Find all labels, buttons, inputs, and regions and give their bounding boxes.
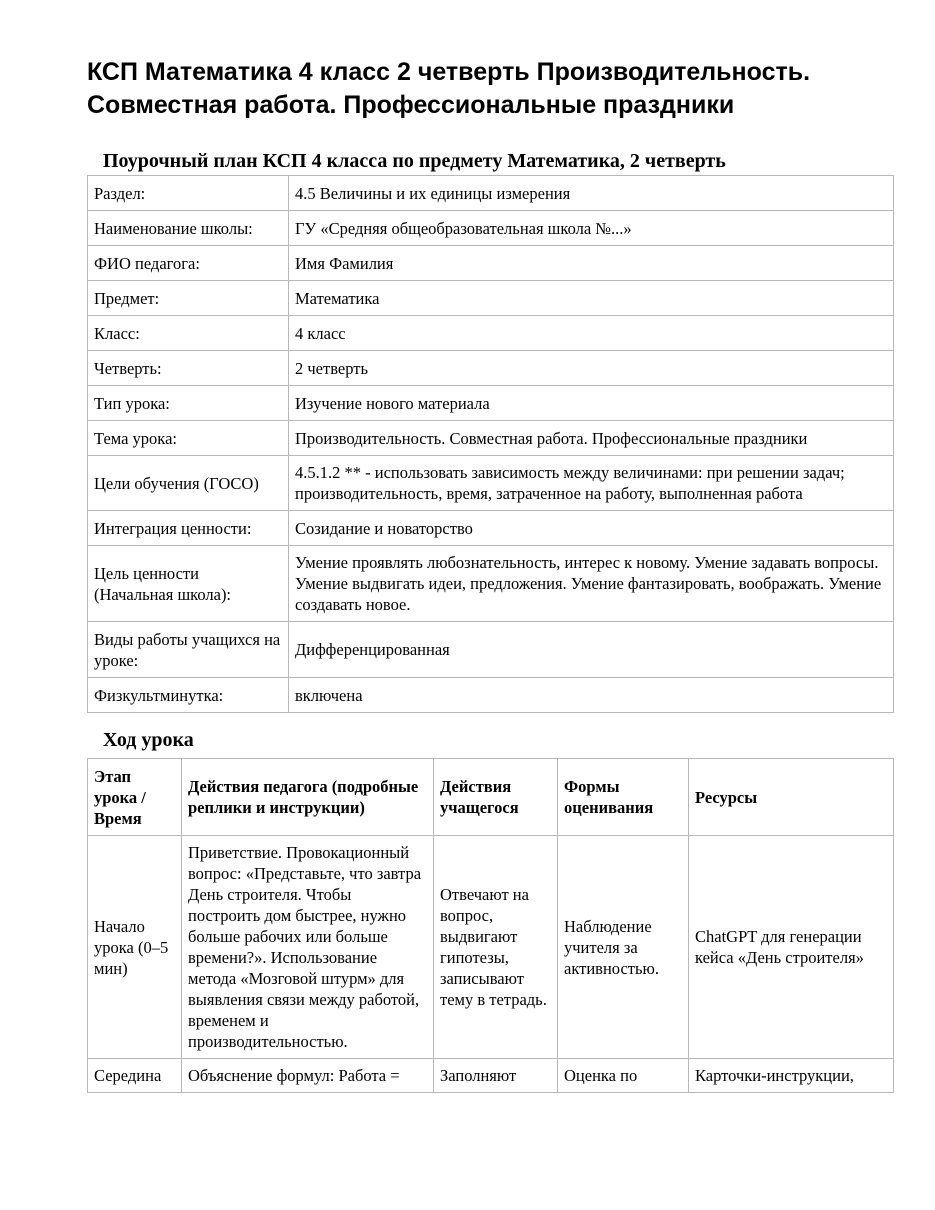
info-value: ГУ «Средняя общеобразовательная школа №...» — [289, 211, 894, 246]
info-label: Раздел: — [88, 176, 289, 211]
info-value: Имя Фамилия — [289, 246, 894, 281]
table-row — [88, 281, 894, 316]
table-row — [88, 456, 894, 511]
table-row — [88, 622, 894, 678]
column-header-teacher: Действия педагога (подробные реплики и инструкции) — [182, 759, 434, 836]
teacher-actions-cell: Приветствие. Провокационный вопрос: «Представьте, что завтра День строителя. Чтобы построить дом быстрее, нужно больше рабочих или больше времени?». Использование метода «Мозговой штурм» для выявления связи между работой, временем и производительностью. — [182, 836, 434, 1059]
info-value: 4.5 Величины и их единицы измерения — [289, 176, 894, 211]
info-label: Четверть: — [88, 351, 289, 386]
info-value: Изучение нового материала — [289, 386, 894, 421]
document-page — [87, 56, 893, 1138]
table-row — [88, 511, 894, 546]
info-value: Математика — [289, 281, 894, 316]
info-value: 4 класс — [289, 316, 894, 351]
assessment-cell: Оценка по — [558, 1059, 689, 1093]
column-header-student: Действия учащегося — [434, 759, 558, 836]
info-value: Производительность. Совместная работа. Профессиональные праздники — [289, 421, 894, 456]
info-label: Физкультминутка: — [88, 678, 289, 713]
table-row — [88, 386, 894, 421]
resources-cell: Карточки-инструкции, — [689, 1059, 894, 1093]
assessment-cell: Наблюдение учителя за активностью. — [558, 836, 689, 1059]
stage-cell: Середина — [88, 1059, 182, 1093]
column-header-resources: Ресурсы — [689, 759, 894, 836]
info-label: Цели обучения (ГОСО) — [88, 456, 289, 511]
lesson-table-viewport — [87, 758, 894, 1138]
info-value: включена — [289, 678, 894, 713]
table-row — [88, 316, 894, 351]
info-label: Наименование школы: — [88, 211, 289, 246]
info-value: 2 четверть — [289, 351, 894, 386]
lesson-heading: Ход урока — [103, 729, 194, 751]
info-label: Цель ценности (Начальная школа): — [88, 546, 289, 622]
document-title: КСП Математика 4 класс 2 четверть Производительность. Совместная работа. Профессиональные праздники — [87, 58, 811, 119]
column-header-assessment: Формы оценивания — [558, 759, 689, 836]
info-label: Класс: — [88, 316, 289, 351]
info-label: Интеграция ценности: — [88, 511, 289, 546]
table-header-row — [88, 759, 894, 836]
info-value: Дифференцированная — [289, 622, 894, 678]
table-row — [88, 1059, 894, 1093]
lesson-table — [87, 758, 894, 1093]
plan-info-table — [87, 175, 894, 713]
table-row — [88, 546, 894, 622]
table-row — [88, 351, 894, 386]
plan-heading: Поурочный план КСП 4 класса по предмету Математика, 2 четверть — [103, 150, 726, 172]
stage-cell: Начало урока (0–5 мин) — [88, 836, 182, 1059]
table-row — [88, 836, 894, 1059]
info-label: Виды работы учащихся на уроке: — [88, 622, 289, 678]
info-label: ФИО педагога: — [88, 246, 289, 281]
info-label: Тип урока: — [88, 386, 289, 421]
table-row — [88, 246, 894, 281]
table-row — [88, 176, 894, 211]
column-header-stage: Этап урока / Время — [88, 759, 182, 836]
table-row — [88, 421, 894, 456]
info-label: Тема урока: — [88, 421, 289, 456]
student-actions-cell: Заполняют — [434, 1059, 558, 1093]
table-row — [88, 678, 894, 713]
table-row — [88, 211, 894, 246]
info-label: Предмет: — [88, 281, 289, 316]
info-value: Созидание и новаторство — [289, 511, 894, 546]
teacher-actions-cell: Объяснение формул: Работа = — [182, 1059, 434, 1093]
info-value: Умение проявлять любознательность, интерес к новому. Умение задавать вопросы. Умение выдвигать идеи, предложения. Умение фантазировать, воображать. Умение создавать новое. — [289, 546, 894, 622]
info-value: 4.5.1.2 ** - использовать зависимость между величинами: при решении задач; производительность, время, затраченное на работу, выполненная работа — [289, 456, 894, 511]
resources-cell: ChatGPT для генерации кейса «День строителя» — [689, 836, 894, 1059]
student-actions-cell: Отвечают на вопрос, выдвигают гипотезы, записывают тему в тетрадь. — [434, 836, 558, 1059]
